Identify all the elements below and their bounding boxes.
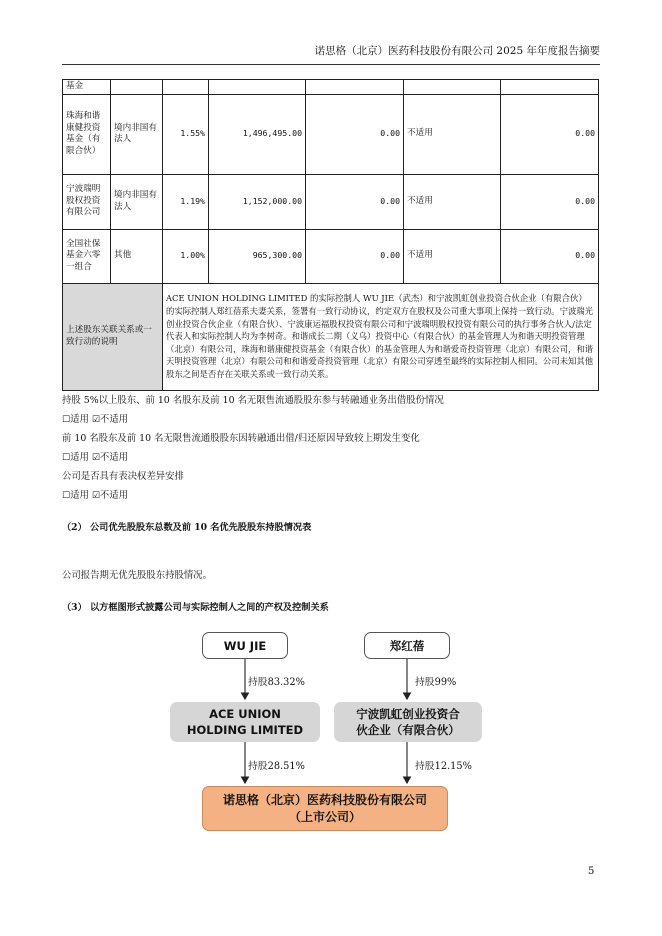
holding-shares: 1,152,000.00 bbox=[209, 174, 306, 229]
holder-type: 其他 bbox=[111, 229, 163, 283]
pct-wujie-ace: 持股83.32% bbox=[248, 677, 305, 688]
option-applicable: 适用 bbox=[70, 414, 89, 425]
restricted-shares: 0.00 bbox=[306, 94, 404, 174]
q2-text: 前 10 名股东及前 10 名无限售流通股股东因转融通出借/归还原因导致较上期发生变化 bbox=[62, 433, 420, 444]
pct-ace-listed: 持股28.51% bbox=[248, 761, 305, 772]
option-applicable: 适用 bbox=[70, 490, 89, 501]
q1-text: 持股 5%以上股东、前 10 名股东及前 10 名无限售流通股股东参与转融通业务出借股份情况 bbox=[62, 395, 444, 406]
holding-ratio: 1.00% bbox=[163, 229, 209, 283]
section-2-body: 公司报告期无优先股股东持股情况。 bbox=[62, 570, 213, 581]
holding-shares: 965,300.00 bbox=[209, 229, 306, 283]
section-2-title: （2） 公司优先股股东总数及前 10 名优先股股东持股情况表 bbox=[62, 522, 312, 533]
holder-name: 宁波瑞明股权投资有限公司 bbox=[63, 174, 111, 229]
checked-box-icon[interactable]: ☑ bbox=[91, 491, 100, 501]
option-not-applicable: 不适用 bbox=[99, 452, 129, 463]
checked-box-icon[interactable]: ☑ bbox=[91, 453, 100, 463]
ace-union-box: ACE UNION HOLDING LIMITED bbox=[170, 702, 320, 742]
holder-type: 境内非国有法人 bbox=[111, 94, 163, 174]
listed-company-box: 诺思格（北京）医药科技股份有限公司 （上市公司） bbox=[202, 786, 448, 831]
holding-ratio: 1.19% bbox=[163, 174, 209, 229]
checked-box-icon[interactable]: ☑ bbox=[91, 415, 100, 425]
pledge-quantity: 0.00 bbox=[501, 174, 599, 229]
report-title: 诺思格（北京）医药科技股份有限公司 2025 年年度报告摘要 bbox=[314, 45, 600, 57]
pledge-quantity: 0.00 bbox=[501, 94, 599, 174]
option-not-applicable: 不适用 bbox=[99, 490, 129, 501]
holding-ratio: 1.55% bbox=[163, 94, 209, 174]
holding-shares: 1,496,495.00 bbox=[209, 94, 306, 174]
restricted-shares: 0.00 bbox=[306, 229, 404, 283]
pledge-status: 不适用 bbox=[404, 229, 501, 283]
section-3-title: （3） 以方框图形式披露公司与实际控制人之间的产权及控制关系 bbox=[62, 602, 329, 613]
kaihong-partnership-box: 宁波凯虹创业投资合 伙企业（有限合伙） bbox=[334, 702, 482, 742]
unchecked-box-icon[interactable]: ☐ bbox=[62, 491, 71, 501]
holder-name: 基金 bbox=[63, 80, 111, 95]
pledge-quantity: 0.00 bbox=[501, 229, 599, 283]
pledge-status: 不适用 bbox=[404, 174, 501, 229]
page-number: 5 bbox=[588, 866, 595, 877]
pledge-status: 不适用 bbox=[404, 94, 501, 174]
holder-name: 珠海和谐康健投资基金（有限合伙） bbox=[63, 94, 111, 174]
unchecked-box-icon[interactable]: ☐ bbox=[62, 415, 71, 425]
pct-kaihong-listed: 持股12.15% bbox=[415, 761, 472, 772]
unchecked-box-icon[interactable]: ☐ bbox=[62, 453, 71, 463]
relation-description: ACE UNION HOLDING LIMITED 的实际控制人 WU JIE（武杰）和宁波凯虹创业投资合伙企业（有限合伙）的实际控制人郑红蓓系夫妻关系，签署有一致行动协议，约定双方在股权及公司重大事项上保持一致行动。宁波瑞光创业投资合伙企业（有限合伙）、宁波康运福股权投资有限公司和宁波瑞明股权投资有限公司的执行事务合伙人/法定代表人和实际控制人均为李树奇。和谐成长二期（义乌）投资中心（有限合伙）的基金管理人为和谐天明投资管理（北京）有限公司，珠海和谐康健投资基金（有限合伙）的基金管理人为和谐爱奇投资管理（北京）有限公司，和谐天明投资管理（北京）有限公司和和谐爱奇投资管理（北京）有限公司穿透至最终的实际控制人相同。公司未知其他股东之间是否存在关联关系或一致行动关系。 bbox=[163, 283, 599, 390]
restricted-shares: 0.00 bbox=[306, 174, 404, 229]
holder-name: 全国社保基金六零一组合 bbox=[63, 229, 111, 283]
relation-label: 上述股东关联关系或一致行动的说明 bbox=[63, 283, 163, 390]
pct-zheng-kaihong: 持股99% bbox=[415, 677, 457, 688]
option-applicable: 适用 bbox=[70, 452, 89, 463]
option-not-applicable: 不适用 bbox=[99, 414, 129, 425]
q3-text: 公司是否具有表决权差异安排 bbox=[62, 471, 184, 482]
controller-wujie-box: WU JIE bbox=[202, 632, 288, 659]
controller-zheng-box: 郑红蓓 bbox=[364, 632, 450, 659]
holder-type: 境内非国有法人 bbox=[111, 174, 163, 229]
